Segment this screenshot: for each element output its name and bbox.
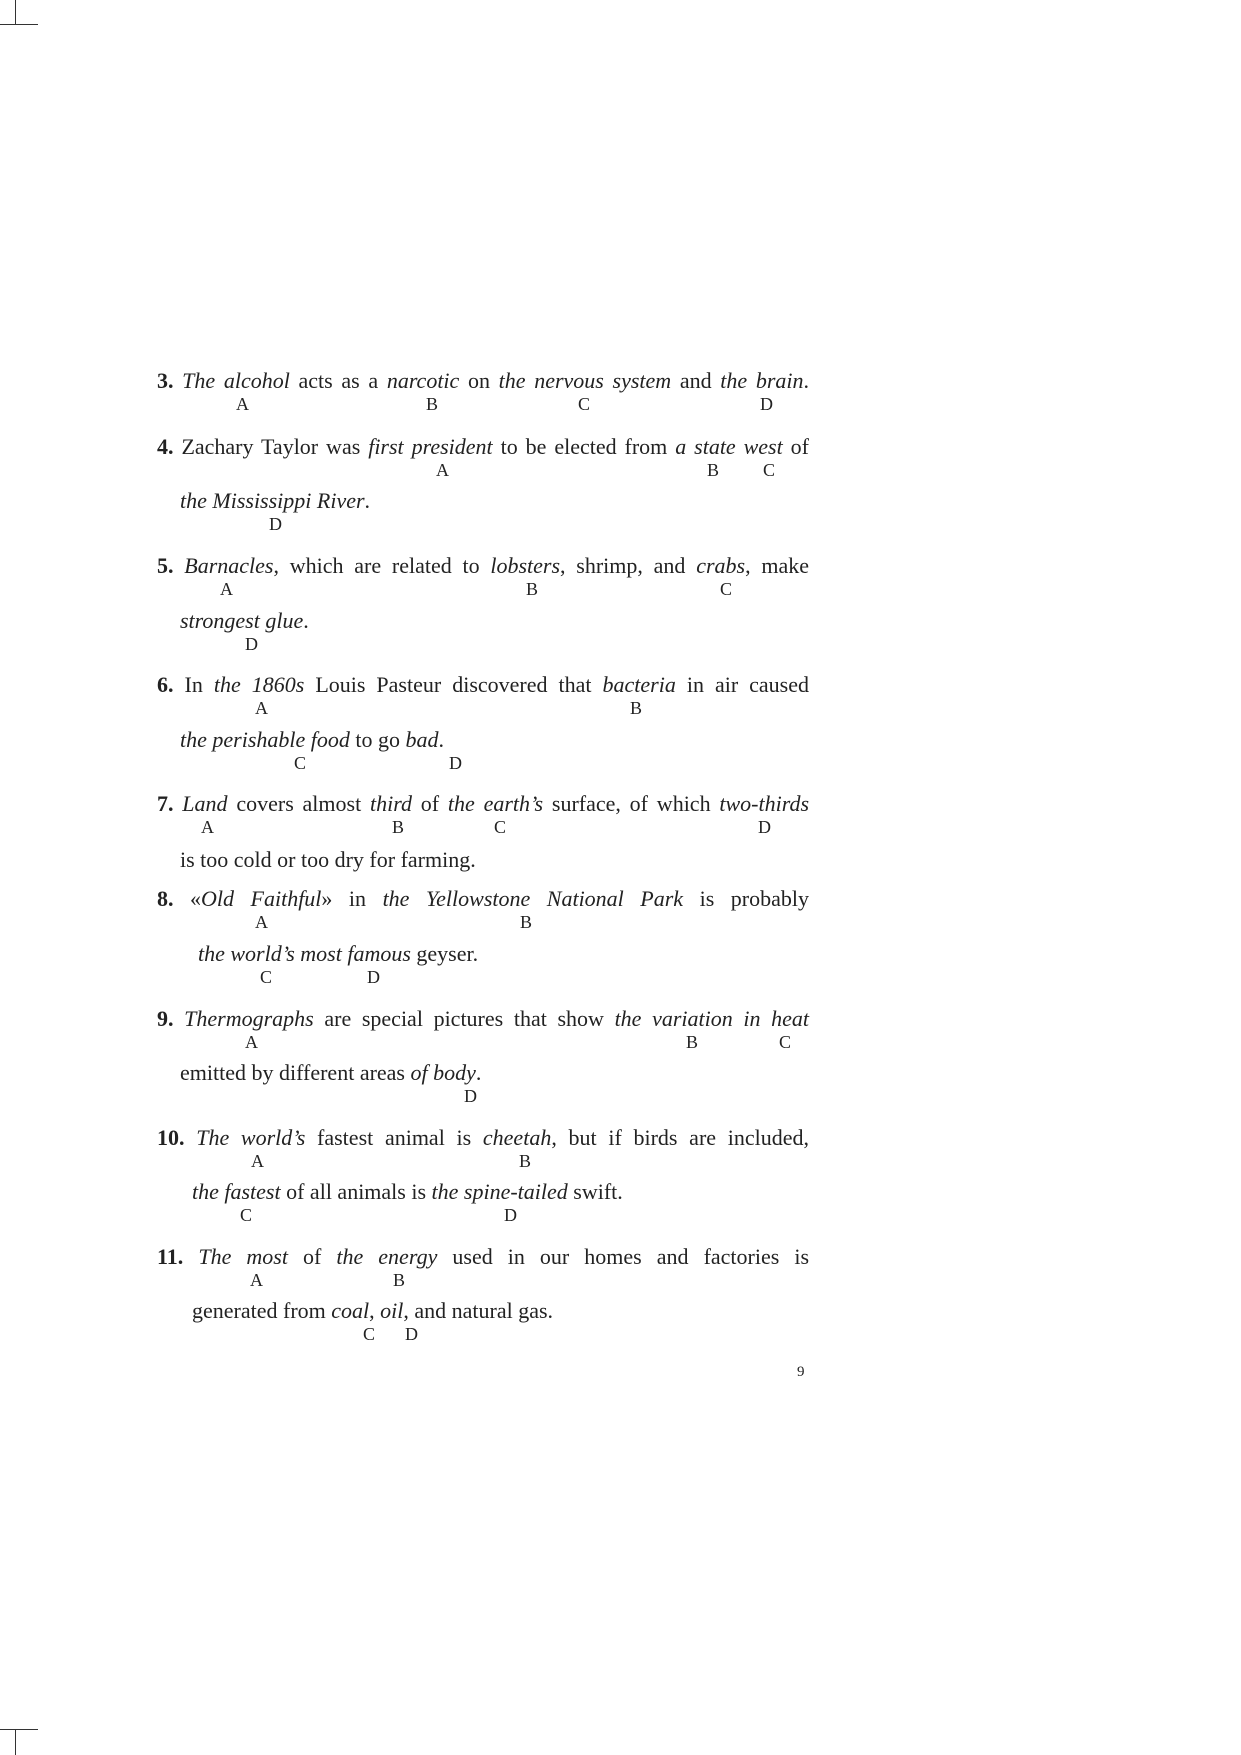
text-run: of (782, 434, 810, 459)
answer-option-letter: D (449, 753, 462, 773)
text-run: In (184, 672, 214, 697)
text-run: . (803, 368, 810, 393)
text-run: Old Faithful (201, 886, 322, 911)
question-line-2 (180, 1060, 481, 1086)
text-run: . (364, 488, 371, 513)
text-run: , shrimp, and (560, 553, 697, 578)
text-run: the energy (336, 1244, 438, 1269)
question-line-1 (157, 368, 809, 394)
text-run: lobsters (490, 553, 561, 578)
answer-option-letter: D (367, 967, 380, 987)
text-run: , make (745, 553, 809, 578)
question-line-1 (157, 553, 809, 579)
text-run: . (438, 727, 444, 752)
answer-option-letter: A (220, 579, 233, 599)
page-number: 9 (797, 1364, 805, 1380)
answer-option-letter: A (245, 1032, 258, 1052)
text-run: surface, of which (543, 791, 720, 816)
answer-option-letter: C (240, 1205, 253, 1225)
text-run: is probably (683, 886, 809, 911)
question-number: 11. (157, 1244, 184, 1269)
text-run: of all animals is (280, 1179, 432, 1204)
text-run: cheetah (482, 1125, 552, 1150)
question-number: 8. (157, 886, 174, 911)
text-run: coal (331, 1298, 370, 1323)
answer-option-letter: B (707, 460, 720, 480)
answer-option-letter: D (504, 1205, 517, 1225)
text-run: Land (182, 791, 228, 816)
question-line-2 (192, 1179, 623, 1205)
text-run: the variation in heat (614, 1006, 810, 1031)
text-run: Zachary Taylor was (181, 434, 369, 459)
answer-option-letter: A (255, 912, 268, 932)
answer-option-letter: D (760, 394, 773, 414)
question-line-2 (198, 941, 478, 967)
text-run: , and natural gas. (403, 1298, 554, 1323)
text-run: the Mississippi River (180, 488, 365, 513)
text-run: two-thirds (719, 791, 810, 816)
answer-option-letter: B (630, 698, 643, 718)
answer-option-letter: A (436, 460, 449, 480)
answer-option-letter: A (201, 817, 214, 837)
text-run: covers almost (227, 791, 371, 816)
crop-mark-bottom-h (0, 1729, 38, 1730)
answer-option-letter: B (686, 1032, 699, 1052)
question-line-2 (180, 488, 370, 514)
question-line-1 (157, 791, 809, 817)
text-run: , but if birds are included, (551, 1125, 810, 1150)
text-run: of body (410, 1060, 476, 1085)
answer-option-letter: D (405, 1324, 418, 1344)
text-run: Thermographs (184, 1006, 314, 1031)
answer-option-letter: C (494, 817, 507, 837)
answer-option-letter: C (763, 460, 776, 480)
answer-option-letter: B (426, 394, 439, 414)
text-run: are special pictures that show (313, 1006, 615, 1031)
text-run: the nervous system (498, 368, 672, 393)
text-run: and (671, 368, 721, 393)
question-line-1 (157, 672, 809, 698)
crop-mark-bottom-v (15, 1729, 16, 1755)
text-run: of (287, 1244, 337, 1269)
text-run: the fastest (192, 1179, 281, 1204)
answer-option-letter: D (269, 514, 282, 534)
text-run: crabs (696, 553, 746, 578)
question-number: 7. (157, 791, 174, 816)
text-run: on (459, 368, 499, 393)
text-run: . (475, 1060, 482, 1085)
text-run: is too cold or too dry for farming. (180, 847, 476, 872)
text-run: The most (198, 1244, 288, 1269)
text-run: the spine-tailed (431, 1179, 568, 1204)
text-run: the Yellowstone National Park (382, 886, 684, 911)
text-run: Louis Pasteur discovered that (304, 672, 603, 697)
text-run: to be elected from (492, 434, 676, 459)
text-run: generated from (192, 1298, 332, 1323)
answer-option-letter: C (720, 579, 733, 599)
answer-option-letter: A (236, 394, 249, 414)
text-run: first president (368, 434, 493, 459)
answer-option-letter: B (526, 579, 539, 599)
text-run: strongest glue (180, 608, 304, 633)
answer-option-letter: C (294, 753, 307, 773)
text-run: a state west (675, 434, 783, 459)
text-run: the perishable food (180, 727, 350, 752)
answer-option-letter: A (251, 1151, 264, 1171)
text-run: fastest animal is (305, 1125, 483, 1150)
text-run: , which are related to (273, 553, 491, 578)
answer-option-letter: C (578, 394, 591, 414)
text-run: . (303, 608, 309, 633)
question-line-2 (192, 1298, 553, 1324)
answer-option-letter: B (520, 912, 533, 932)
question-number: 3. (157, 368, 174, 393)
question-line-2 (180, 727, 444, 753)
answer-option-letter: D (245, 634, 258, 654)
text-run: geyser. (410, 941, 479, 966)
question-number: 4. (157, 434, 174, 459)
text-run: swift. (567, 1179, 623, 1204)
answer-option-letter: C (779, 1032, 792, 1052)
answer-option-letter: B (519, 1151, 532, 1171)
question-line-2 (180, 608, 309, 634)
answer-option-letter: A (250, 1270, 263, 1290)
answer-option-letter: B (393, 1270, 406, 1290)
text-run: , (369, 1298, 381, 1323)
question-line-1 (157, 886, 809, 912)
text-run: The world’s (196, 1125, 306, 1150)
question-number: 5. (157, 553, 174, 578)
question-line-2 (180, 847, 476, 873)
question-line-1 (157, 1244, 809, 1270)
text-run: » in (321, 886, 383, 911)
question-line-1 (157, 434, 809, 460)
text-run: emitted by different areas (180, 1060, 411, 1085)
answer-option-letter: D (758, 817, 771, 837)
answer-option-letter: C (260, 967, 273, 987)
text-run: in air caused (675, 672, 810, 697)
text-run: to go (349, 727, 406, 752)
answer-option-letter: D (464, 1086, 477, 1106)
text-run: of (412, 791, 448, 816)
text-run: the brain (720, 368, 804, 393)
question-line-1 (157, 1006, 809, 1032)
text-run: used in our homes and factories is (437, 1244, 810, 1269)
text-run: bacteria (602, 672, 676, 697)
text-run: the earth’s (447, 791, 544, 816)
question-number: 6. (157, 672, 174, 697)
text-run: bad (405, 727, 439, 752)
answer-option-letter: B (392, 817, 405, 837)
text-run: the 1860s (213, 672, 305, 697)
text-run: narcotic (386, 368, 460, 393)
question-number: 10. (157, 1125, 185, 1150)
text-run: third (370, 791, 412, 816)
answer-option-letter: C (363, 1324, 376, 1344)
text-run: the world’s most famous (198, 941, 411, 966)
text-run: « (190, 886, 202, 911)
text-run: The alcohol (182, 368, 290, 393)
text-run: Barnacles (184, 553, 274, 578)
text-run: oil (380, 1298, 404, 1323)
answer-option-letter: A (255, 698, 268, 718)
text-run: acts as a (289, 368, 387, 393)
question-number: 9. (157, 1006, 174, 1031)
question-line-1 (157, 1125, 809, 1151)
